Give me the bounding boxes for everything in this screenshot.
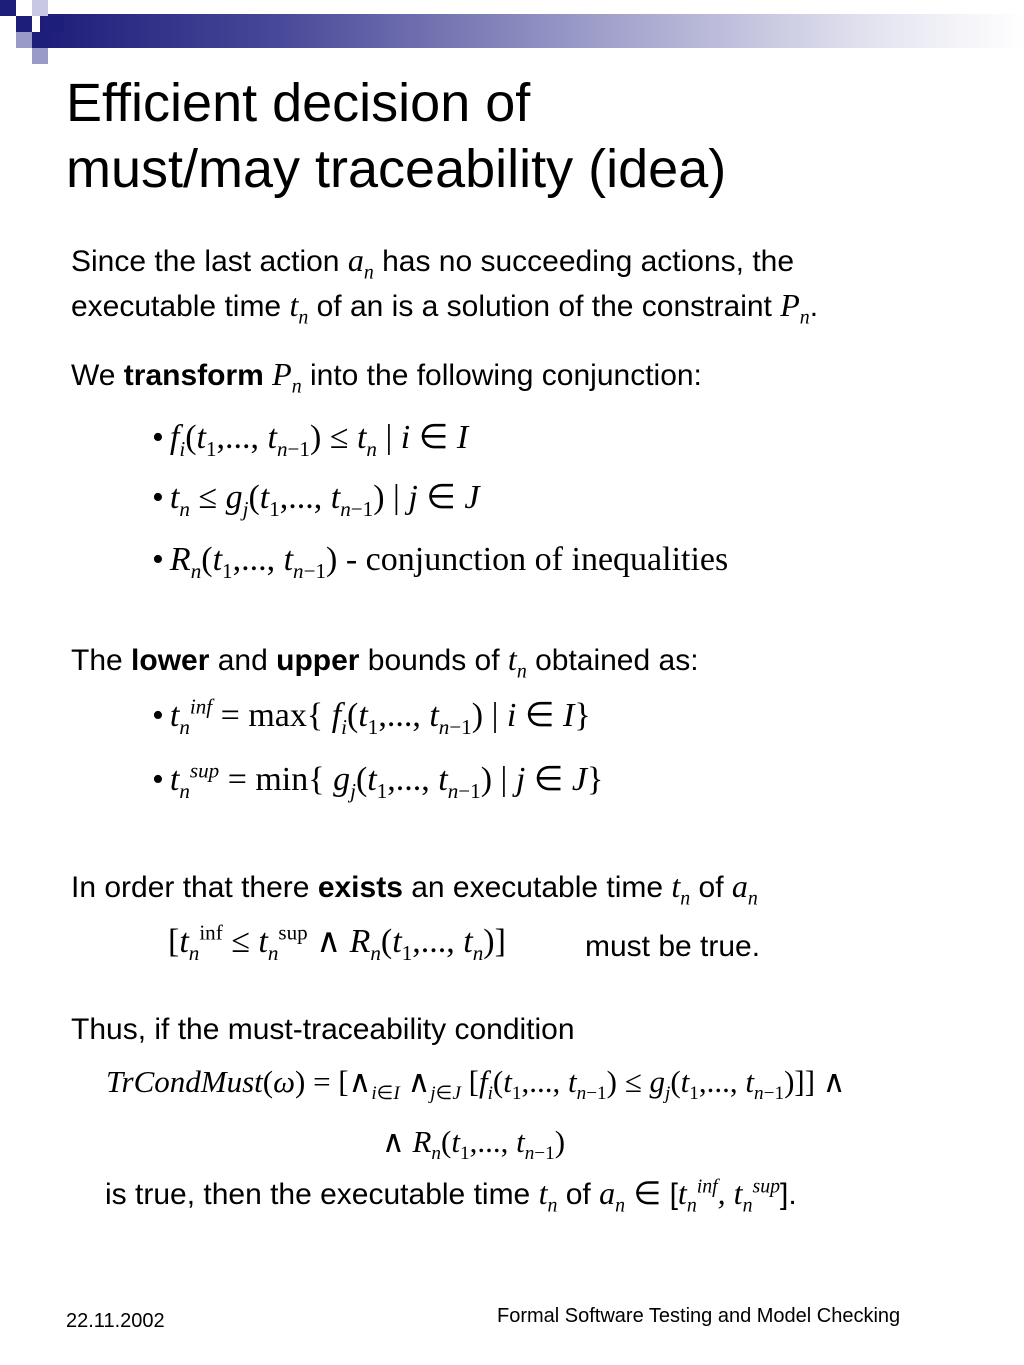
slide-title	[66, 70, 726, 202]
math: $a_n$	[347, 242, 374, 284]
math: $t_n$	[538, 1175, 558, 1217]
bullet-formula-r: • $R_n(t_1$,..., $t_{n-1}$) - conjunction of inequalities	[152, 541, 729, 583]
bullet-formula-f: • $f_i(t_1$,..., $t_{n-1}) \le t_n$ | i ∈ I	[152, 419, 469, 461]
math: $a_n$	[731, 868, 758, 910]
bullet-formula-inf: • $t_n^{inf} = \max${ $f_i(t_1$,..., $t_{n-1}$) | i ∈ I}	[152, 694, 591, 739]
bullet-formula-g: • $t_n \le g_j(t_1$,..., $t_{n-1}$) | j ∈ J	[152, 479, 480, 521]
bold-text: lower	[131, 644, 210, 677]
math: $a_n$	[599, 1175, 626, 1217]
bold-text: transform	[123, 359, 264, 392]
bold-text: upper	[276, 644, 360, 677]
text: - conjunction of inequalities	[337, 541, 729, 578]
math: $t_n$	[671, 868, 691, 910]
text: .	[809, 290, 819, 323]
paragraph-executable-time	[71, 287, 819, 329]
deco-square	[16, 32, 32, 48]
bold-text: exists	[317, 871, 403, 904]
existence-condition-formula: [$t_n^{inf} \le t_n^{sup}$ ∧ $R_n(t_1$,..., $t_n$)]	[168, 920, 506, 965]
text: ].	[780, 1178, 797, 1211]
paragraph-transform	[71, 356, 702, 398]
deco-square	[48, 16, 64, 32]
paragraph-bounds	[71, 641, 699, 683]
deco-square	[32, 48, 48, 64]
paragraph-thus: Thus, if the must-traceability condition	[71, 1013, 575, 1046]
must-be-true-text: must be true.	[585, 930, 761, 963]
header-gradient-bar	[40, 14, 1024, 48]
text: In order that there	[71, 871, 318, 904]
math: $t_n$	[289, 287, 309, 329]
trcondmust-formula-cont: ∧ $R_n(t_1$,..., $t_{n-1}$)	[382, 1124, 566, 1165]
paragraph-exists	[71, 868, 758, 910]
math: $t_n$	[507, 641, 527, 683]
deco-square	[32, 32, 48, 48]
text: of	[690, 871, 732, 904]
text: and	[209, 644, 277, 677]
trcondmust-formula: TrCondMust(ω) = [$\wedge_{i\in I}$ $\wedge_{j\in J}$ [$f_i(t_1$,..., $t_{n-1}) \le g_j(t_1$,..., $t_{n-1}$)]] ∧	[106, 1064, 846, 1105]
text: of	[557, 1178, 600, 1211]
math: $t_n^{inf}$, $t_n^{sup}$	[677, 1175, 781, 1217]
text: Since the last action	[71, 245, 348, 278]
deco-square	[0, 0, 16, 16]
text: The	[71, 644, 132, 677]
bullet-formula-sup: • $t_n^{sup} = \min${ $g_j(t_1$,..., $t_{n-1}$) | j ∈ J}	[152, 758, 604, 803]
math: ∈	[633, 1175, 662, 1211]
text: has no succeeding actions, the	[373, 245, 795, 278]
math: $P_n$	[780, 287, 810, 329]
paragraph-conclusion	[105, 1175, 797, 1217]
text: executable time	[71, 290, 290, 323]
deco-square	[32, 0, 48, 16]
text: is true, then the executable time	[105, 1178, 539, 1211]
text: obtained as:	[526, 644, 699, 677]
footer-course: Formal Software Testing and Model Checking	[497, 1305, 901, 1327]
text: an executable time	[402, 871, 672, 904]
footer-date: 22.11.2002	[66, 1310, 165, 1332]
paragraph-last-action	[71, 242, 795, 284]
text: into the following conjunction:	[301, 359, 702, 392]
title-line: Efficient decision of	[66, 73, 531, 133]
deco-square	[16, 16, 32, 32]
text: We	[71, 359, 124, 392]
text: bounds of	[359, 644, 508, 677]
header-decoration	[0, 0, 1024, 70]
text: of an is a solution of the constraint	[308, 290, 781, 323]
title-line: must/may traceability (idea)	[66, 139, 727, 199]
math: $P_n$	[272, 356, 302, 398]
text: [	[661, 1178, 678, 1211]
